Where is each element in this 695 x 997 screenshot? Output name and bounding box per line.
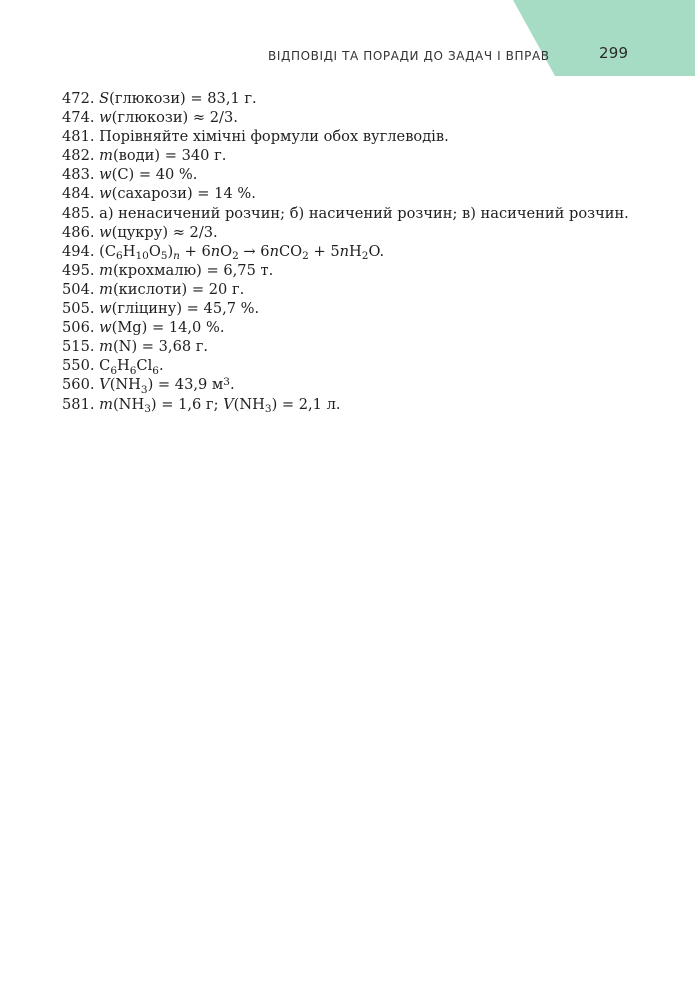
formula-part: C	[99, 357, 111, 375]
running-head: ВІДПОВІДІ ТА ПОРАДИ ДО ЗАДАЧ І ВПРАВ	[268, 49, 550, 63]
answer-506	[62, 318, 662, 337]
answer-text: (Mg) = 14,0 %.	[111, 319, 225, 337]
answer-number: 486.	[62, 223, 95, 241]
subscript: 6	[110, 364, 117, 377]
formula-symbol: n	[339, 242, 350, 260]
subscript: n	[173, 250, 180, 263]
formula-symbol: V	[99, 376, 110, 394]
answer-number: 550.	[62, 357, 95, 375]
answer-550	[62, 356, 662, 375]
formula-part: → 6	[238, 242, 270, 260]
subscript: 6	[129, 364, 137, 377]
answer-number: 474.	[62, 109, 95, 127]
formula-part: .	[158, 357, 164, 375]
subscript: 3	[140, 383, 148, 396]
subscript: 2	[302, 250, 309, 263]
formula-symbol: w	[99, 300, 112, 318]
answer-text: (C) = 40 %.	[111, 166, 198, 184]
answer-text: (глюкози) = 83,1 г.	[109, 90, 257, 107]
answer-number: 472.	[62, 90, 95, 107]
formula-symbol: w	[99, 223, 112, 241]
answer-485	[62, 204, 662, 223]
answer-474	[62, 108, 662, 127]
formula-part: .	[229, 376, 235, 394]
formula-part: (C	[99, 242, 117, 260]
answer-text: (сахарози) = 14 %.	[111, 185, 256, 203]
formula-part: H	[117, 357, 130, 375]
subscript: 3	[144, 402, 151, 415]
formula-part: )	[167, 242, 174, 260]
formula-part: (NH	[109, 376, 141, 394]
answer-number: 485.	[62, 204, 95, 222]
answer-504	[62, 280, 662, 299]
answer-text: а) ненасичений розчин; б) насичений розчин; в) насичений розчин.	[99, 204, 629, 222]
formula-symbol: m	[99, 261, 113, 279]
subscript: 5	[160, 250, 168, 263]
formula-symbol: m	[99, 338, 113, 356]
answer-number: 515.	[62, 338, 95, 356]
formula-part: H	[122, 242, 136, 260]
formula-symbol: V	[223, 395, 234, 413]
subscript: 2	[361, 250, 369, 263]
answer-number: 495.	[62, 261, 95, 279]
answer-number: 482.	[62, 147, 95, 165]
answers-list	[62, 89, 662, 414]
answer-560	[62, 375, 662, 394]
formula-symbol: w	[99, 109, 112, 127]
answer-472	[62, 89, 662, 108]
formula-part: (NH	[233, 395, 265, 413]
subscript: 2	[232, 250, 239, 263]
formula-part: CO	[279, 242, 303, 260]
subscript: 3	[264, 402, 272, 415]
answer-number: 481.	[62, 128, 95, 146]
formula-part: + 5	[308, 242, 340, 260]
formula-symbol: n	[210, 242, 221, 260]
answer-number: 560.	[62, 376, 95, 394]
subscript: 10	[135, 250, 149, 263]
answer-482	[62, 146, 662, 165]
formula-part: ) = 2,1 л.	[271, 395, 341, 413]
header-accent-tab	[513, 0, 695, 76]
answer-number: 484.	[62, 185, 95, 203]
formula-part: ) = 1,6 г;	[150, 395, 224, 413]
answer-text: (гліцину) = 45,7 %.	[111, 300, 260, 318]
formula-part: H	[349, 242, 362, 260]
answer-505	[62, 299, 662, 318]
answer-text: (кислоти) = 20 г.	[112, 280, 245, 298]
subscript: 6	[152, 364, 159, 377]
answer-495	[62, 261, 662, 280]
answer-number: 505.	[62, 300, 95, 318]
formula-part: O	[220, 242, 233, 260]
answer-483	[62, 165, 662, 184]
answer-number: 494.	[62, 242, 95, 260]
answer-494	[62, 242, 662, 261]
formula-symbol: m	[99, 395, 113, 413]
chemical-formula	[99, 357, 164, 377]
answer-text: Порівняйте хімічні формули обох вуглеводів.	[99, 128, 449, 146]
answer-481	[62, 127, 662, 146]
formula-symbol: m	[99, 280, 113, 298]
answer-number: 504.	[62, 280, 95, 298]
formula-part: (NH	[112, 395, 145, 413]
answer-text: (крохмалю) = 6,75 т.	[112, 261, 274, 279]
subscript: 6	[116, 250, 123, 263]
answer-text: (цукру) ≈ 2/3.	[111, 223, 218, 241]
formula-symbol: m	[99, 147, 113, 165]
answer-text: (N) = 3,68 г.	[112, 338, 209, 356]
formula-part: + 6	[179, 242, 211, 260]
formula-part: ) = 43,9 м	[147, 376, 224, 394]
formula-part: O	[148, 242, 161, 260]
formula-symbol: w	[99, 166, 112, 184]
formula-symbol: w	[99, 319, 112, 337]
answer-484	[62, 184, 662, 203]
answer-number: 506.	[62, 319, 95, 337]
answer-515	[62, 337, 662, 356]
answer-text: (води) = 340 г.	[112, 147, 227, 165]
answer-text: (глюкози) ≈ 2/3.	[111, 109, 238, 127]
superscript: 3	[223, 375, 230, 388]
formula-symbol: S	[99, 90, 110, 107]
answer-number: 483.	[62, 166, 95, 184]
answer-number: 581.	[62, 395, 95, 413]
reaction-equation	[99, 242, 385, 263]
page-number: 299	[599, 44, 629, 62]
answer-581	[62, 395, 662, 414]
formula-symbol: n	[269, 242, 279, 260]
formula-part: Cl	[136, 357, 153, 375]
formula-symbol: w	[99, 185, 112, 203]
answer-486	[62, 223, 662, 242]
formula-part: O.	[368, 242, 385, 260]
